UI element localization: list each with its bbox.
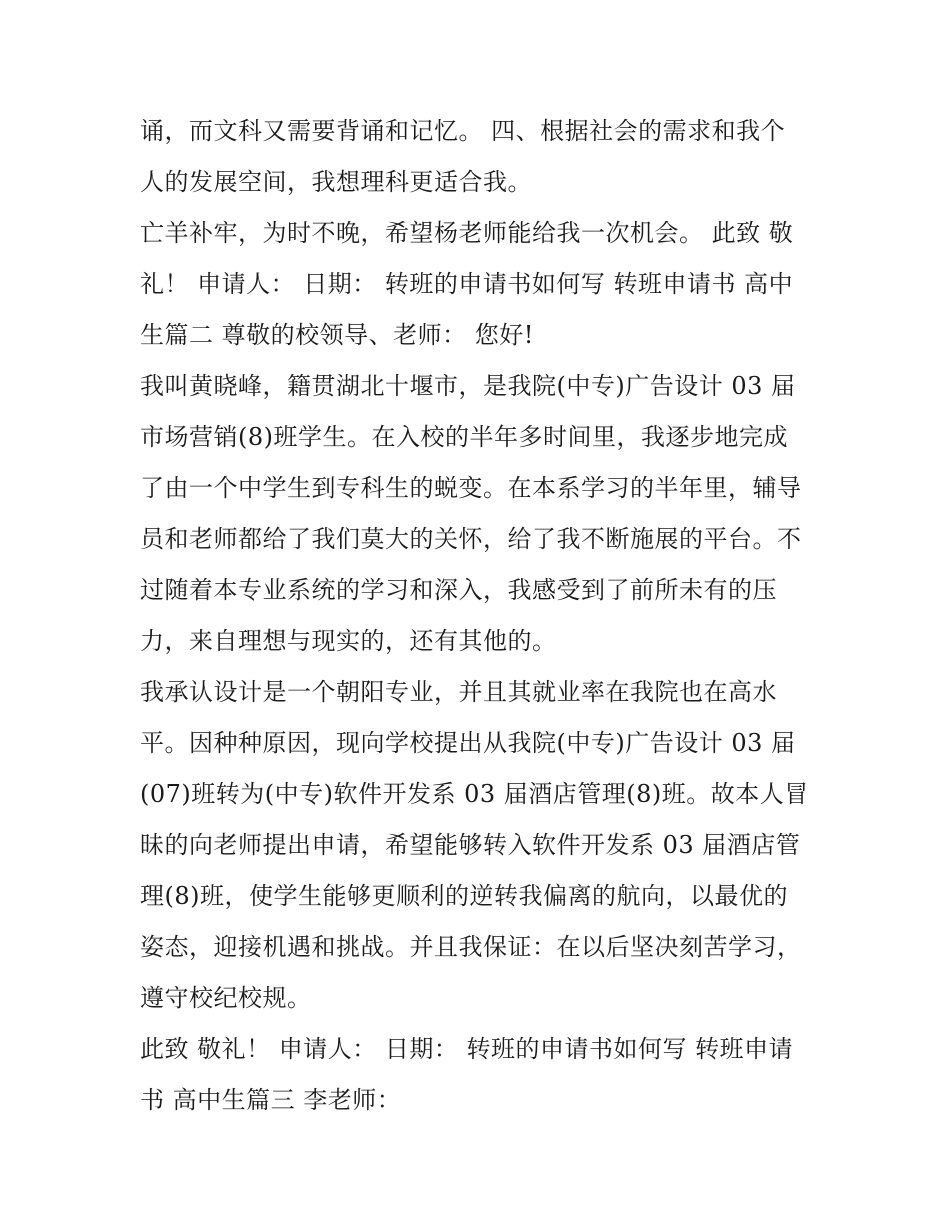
text-line: 力，来自理想与现实的，还有其他的。 xyxy=(140,627,557,655)
text-line: (07)班转为(中专)软件开发系 03 届酒店管理(8)班。故本人冒 xyxy=(140,780,809,808)
text-line: 姿态，迎接机遇和挑战。并且我保证：在以后坚决刻苦学习， xyxy=(140,933,802,961)
text-line: 理(8)班，使学生能够更顺利的逆转我偏离的航向，以最优的 xyxy=(140,882,788,910)
document-body xyxy=(140,106,820,1126)
text-line: 过随着本专业系统的学习和深入，我感受到了前所未有的压 xyxy=(140,576,777,604)
text-line: 诵，而文科又需要背诵和记忆。 四、根据社会的需求和我个 xyxy=(140,117,786,145)
text-line: 市场营销(8)班学生。在入校的半年多时间里，我逐步地完成 xyxy=(140,423,788,451)
text-line: 此致 敬礼！ 申请人： 日期： 转班的申请书如何写 转班申请 xyxy=(140,1035,794,1063)
text-line: 我叫黄晓峰，籍贯湖北十堰市，是我院(中专)广告设计 03 届 xyxy=(140,372,796,400)
paragraph-1 xyxy=(140,106,820,208)
text-line: 生篇二 尊敬的校领导、老师： 您好! xyxy=(140,321,534,349)
text-line: 了由一个中学生到专科生的蜕变。在本系学习的半年里，辅导 xyxy=(140,474,802,502)
text-line: 礼！ 申请人： 日期： 转班的申请书如何写 转班申请书 高中 xyxy=(140,270,794,298)
text-line: 遵守校纪校规。 xyxy=(140,984,312,1012)
paragraph-4 xyxy=(140,667,820,1024)
paragraph-2 xyxy=(140,208,820,361)
text-line: 我承认设计是一个朝阳专业，并且其就业率在我院也在高水 xyxy=(140,678,777,706)
text-line: 昧的向老师提出申请，希望能够转入软件开发系 03 届酒店管 xyxy=(140,831,801,859)
text-line: 员和老师都给了我们莫大的关怀，给了我不断施展的平台。不 xyxy=(140,525,802,553)
paragraph-3 xyxy=(140,361,820,667)
paragraph-5 xyxy=(140,1024,820,1126)
text-line: 书 高中生篇三 李老师： xyxy=(140,1086,402,1114)
text-line: 平。因种种原因，现向学校提出从我院(中专)广告设计 03 届 xyxy=(140,729,796,757)
text-line: 人的发展空间，我想理科更适合我。 xyxy=(140,168,532,196)
text-line: 亡羊补牢，为时不晚，希望杨老师能给我一次机会。 此致 敬 xyxy=(140,219,794,247)
